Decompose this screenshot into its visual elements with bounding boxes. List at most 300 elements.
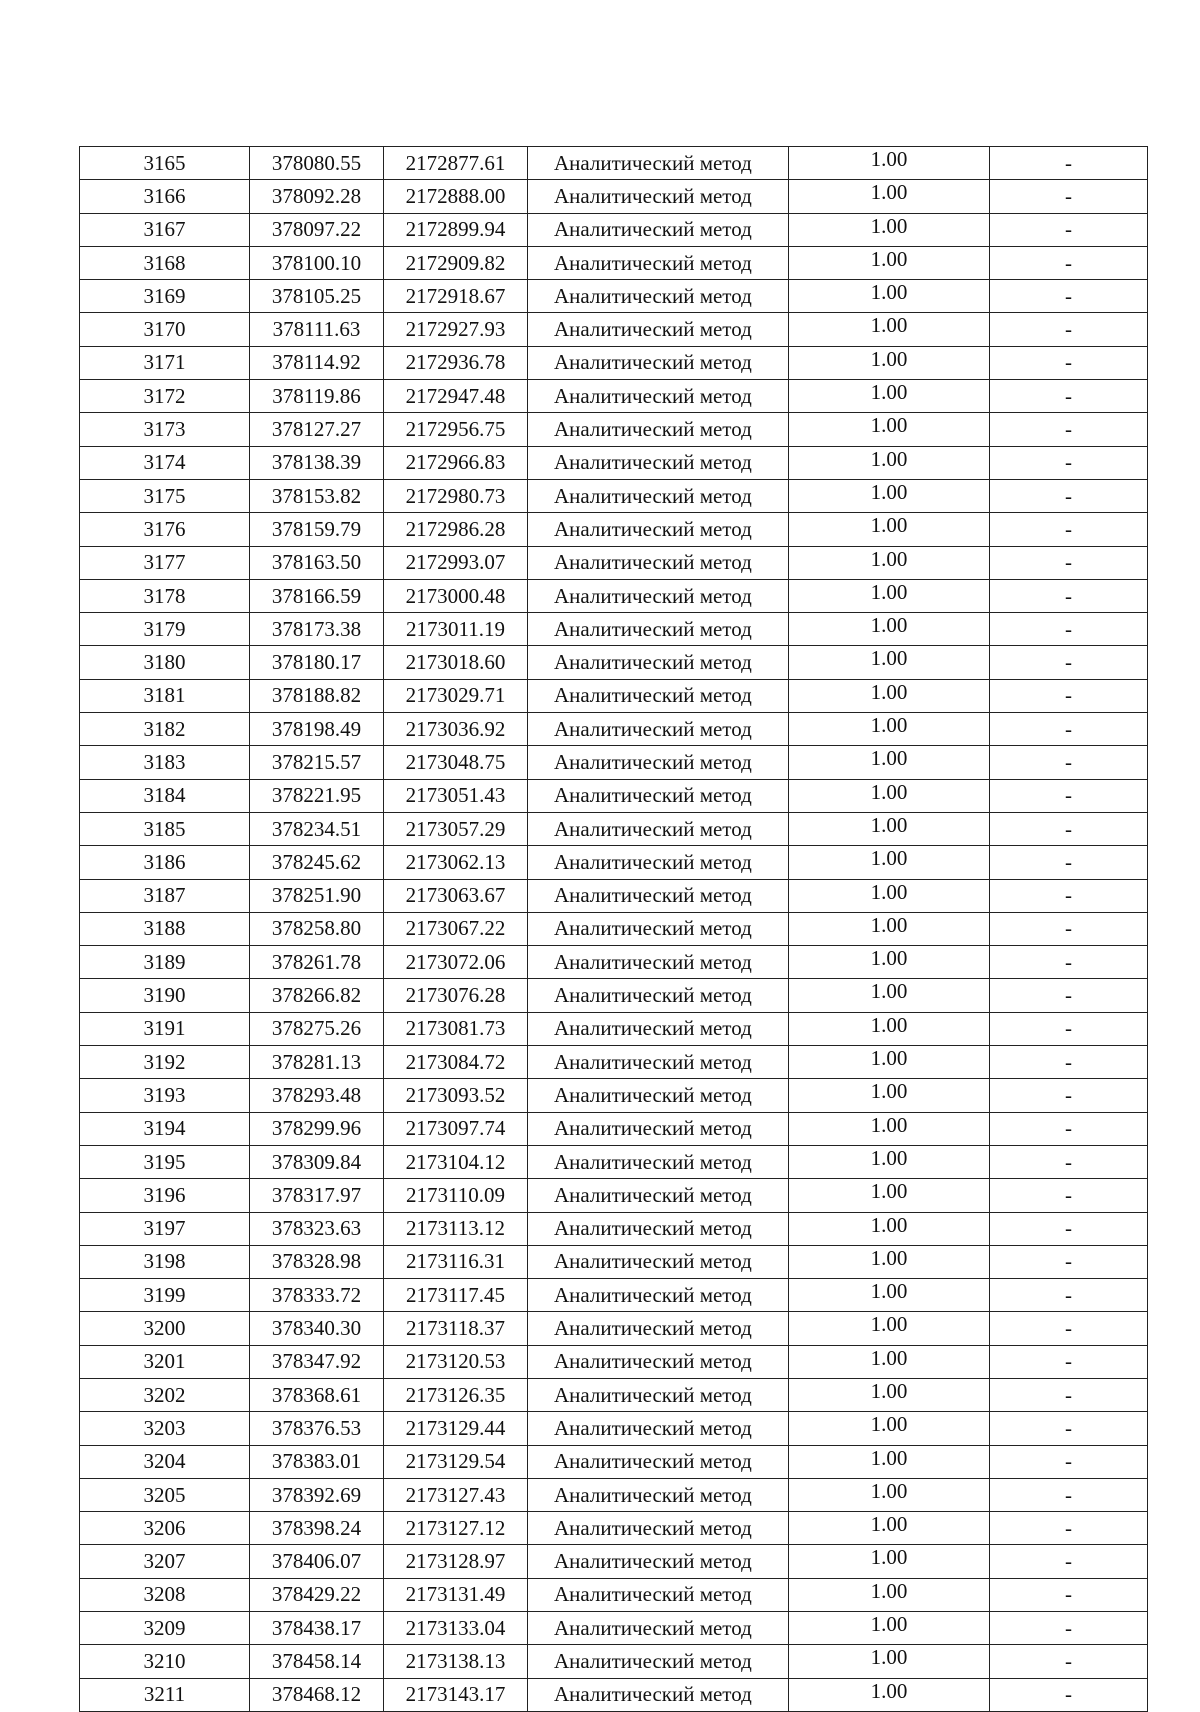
point-number-cell: 3174 <box>80 446 250 479</box>
table-row <box>80 979 1148 1012</box>
method-cell: Аналитический метод <box>528 1145 789 1178</box>
description-cell: - <box>990 1212 1148 1245</box>
y-coordinate-cell: 2173143.17 <box>384 1678 528 1711</box>
y-coordinate-cell: 2173104.12 <box>384 1145 528 1178</box>
x-coordinate-cell: 378347.92 <box>250 1345 384 1378</box>
point-number-cell: 3165 <box>80 147 250 180</box>
point-number-cell: 3200 <box>80 1312 250 1345</box>
y-coordinate-cell: 2173029.71 <box>384 679 528 712</box>
description-cell: - <box>990 912 1148 945</box>
y-coordinate-cell: 2173116.31 <box>384 1245 528 1278</box>
description-cell: - <box>990 846 1148 879</box>
accuracy-cell: 1.00 <box>789 313 990 346</box>
point-number-cell: 3205 <box>80 1478 250 1511</box>
table-row <box>80 1412 1148 1445</box>
description-cell: - <box>990 1179 1148 1212</box>
table-row <box>80 1678 1148 1711</box>
method-cell: Аналитический метод <box>528 1345 789 1378</box>
method-cell: Аналитический метод <box>528 1612 789 1645</box>
table-row <box>80 613 1148 646</box>
method-cell: Аналитический метод <box>528 579 789 612</box>
method-cell: Аналитический метод <box>528 446 789 479</box>
table-row <box>80 646 1148 679</box>
x-coordinate-cell: 378333.72 <box>250 1279 384 1312</box>
point-number-cell: 3177 <box>80 546 250 579</box>
method-cell: Аналитический метод <box>528 1412 789 1445</box>
table-row <box>80 1046 1148 1079</box>
description-cell: - <box>990 1412 1148 1445</box>
accuracy-cell: 1.00 <box>789 1145 990 1178</box>
x-coordinate-cell: 378215.57 <box>250 746 384 779</box>
description-cell: - <box>990 546 1148 579</box>
table-row <box>80 380 1148 413</box>
method-cell: Аналитический метод <box>528 147 789 180</box>
method-cell: Аналитический метод <box>528 513 789 546</box>
method-cell: Аналитический метод <box>528 946 789 979</box>
description-cell: - <box>990 1578 1148 1611</box>
point-number-cell: 3172 <box>80 380 250 413</box>
point-number-cell: 3209 <box>80 1612 250 1645</box>
y-coordinate-cell: 2172986.28 <box>384 513 528 546</box>
table-row <box>80 1445 1148 1478</box>
method-cell: Аналитический метод <box>528 1445 789 1478</box>
method-cell: Аналитический метод <box>528 213 789 246</box>
method-cell: Аналитический метод <box>528 846 789 879</box>
accuracy-cell: 1.00 <box>789 346 990 379</box>
method-cell: Аналитический метод <box>528 246 789 279</box>
description-cell: - <box>990 1612 1148 1645</box>
accuracy-cell: 1.00 <box>789 646 990 679</box>
point-number-cell: 3181 <box>80 679 250 712</box>
accuracy-cell: 1.00 <box>789 413 990 446</box>
method-cell: Аналитический метод <box>528 1545 789 1578</box>
accuracy-cell: 1.00 <box>789 1245 990 1278</box>
point-number-cell: 3186 <box>80 846 250 879</box>
accuracy-cell: 1.00 <box>789 1378 990 1411</box>
description-cell: - <box>990 646 1148 679</box>
x-coordinate-cell: 378221.95 <box>250 779 384 812</box>
description-cell: - <box>990 1645 1148 1678</box>
x-coordinate-cell: 378398.24 <box>250 1512 384 1545</box>
accuracy-cell: 1.00 <box>789 746 990 779</box>
y-coordinate-cell: 2172947.48 <box>384 380 528 413</box>
description-cell: - <box>990 1112 1148 1145</box>
y-coordinate-cell: 2172993.07 <box>384 546 528 579</box>
description-cell: - <box>990 812 1148 845</box>
y-coordinate-cell: 2173129.54 <box>384 1445 528 1478</box>
accuracy-cell: 1.00 <box>789 180 990 213</box>
y-coordinate-cell: 2172888.00 <box>384 180 528 213</box>
accuracy-cell: 1.00 <box>789 1112 990 1145</box>
y-coordinate-cell: 2172927.93 <box>384 313 528 346</box>
accuracy-cell: 1.00 <box>789 979 990 1012</box>
method-cell: Аналитический метод <box>528 280 789 313</box>
accuracy-cell: 1.00 <box>789 479 990 512</box>
point-number-cell: 3185 <box>80 812 250 845</box>
y-coordinate-cell: 2173117.45 <box>384 1279 528 1312</box>
table-body <box>80 147 1148 1712</box>
description-cell: - <box>990 213 1148 246</box>
x-coordinate-cell: 378468.12 <box>250 1678 384 1711</box>
x-coordinate-cell: 378100.10 <box>250 246 384 279</box>
x-coordinate-cell: 378309.84 <box>250 1145 384 1178</box>
table-row <box>80 313 1148 346</box>
description-cell: - <box>990 1545 1148 1578</box>
point-number-cell: 3187 <box>80 879 250 912</box>
description-cell: - <box>990 346 1148 379</box>
y-coordinate-cell: 2173048.75 <box>384 746 528 779</box>
x-coordinate-cell: 378166.59 <box>250 579 384 612</box>
y-coordinate-cell: 2173133.04 <box>384 1612 528 1645</box>
method-cell: Аналитический метод <box>528 1212 789 1245</box>
x-coordinate-cell: 378173.38 <box>250 613 384 646</box>
x-coordinate-cell: 378105.25 <box>250 280 384 313</box>
y-coordinate-cell: 2172980.73 <box>384 479 528 512</box>
method-cell: Аналитический метод <box>528 1179 789 1212</box>
point-number-cell: 3182 <box>80 713 250 746</box>
method-cell: Аналитический метод <box>528 1079 789 1112</box>
table-row <box>80 1345 1148 1378</box>
point-number-cell: 3166 <box>80 180 250 213</box>
accuracy-cell: 1.00 <box>789 846 990 879</box>
y-coordinate-cell: 2173076.28 <box>384 979 528 1012</box>
table-row <box>80 1012 1148 1045</box>
point-number-cell: 3196 <box>80 1179 250 1212</box>
method-cell: Аналитический метод <box>528 679 789 712</box>
accuracy-cell: 1.00 <box>789 679 990 712</box>
x-coordinate-cell: 378234.51 <box>250 812 384 845</box>
table-row <box>80 180 1148 213</box>
description-cell: - <box>990 280 1148 313</box>
accuracy-cell: 1.00 <box>789 147 990 180</box>
x-coordinate-cell: 378163.50 <box>250 546 384 579</box>
point-number-cell: 3173 <box>80 413 250 446</box>
x-coordinate-cell: 378261.78 <box>250 946 384 979</box>
table-row <box>80 1212 1148 1245</box>
description-cell: - <box>990 147 1148 180</box>
table-row <box>80 846 1148 879</box>
method-cell: Аналитический метод <box>528 646 789 679</box>
description-cell: - <box>990 746 1148 779</box>
accuracy-cell: 1.00 <box>789 912 990 945</box>
point-number-cell: 3178 <box>80 579 250 612</box>
description-cell: - <box>990 779 1148 812</box>
x-coordinate-cell: 378429.22 <box>250 1578 384 1611</box>
x-coordinate-cell: 378198.49 <box>250 713 384 746</box>
accuracy-cell: 1.00 <box>789 1578 990 1611</box>
description-cell: - <box>990 579 1148 612</box>
accuracy-cell: 1.00 <box>789 1445 990 1478</box>
table-row <box>80 1279 1148 1312</box>
x-coordinate-cell: 378138.39 <box>250 446 384 479</box>
y-coordinate-cell: 2173062.13 <box>384 846 528 879</box>
x-coordinate-cell: 378119.86 <box>250 380 384 413</box>
table-row <box>80 879 1148 912</box>
accuracy-cell: 1.00 <box>789 446 990 479</box>
y-coordinate-cell: 2173072.06 <box>384 946 528 979</box>
method-cell: Аналитический метод <box>528 812 789 845</box>
accuracy-cell: 1.00 <box>789 1545 990 1578</box>
method-cell: Аналитический метод <box>528 1046 789 1079</box>
x-coordinate-cell: 378317.97 <box>250 1179 384 1212</box>
x-coordinate-cell: 378458.14 <box>250 1645 384 1678</box>
description-cell: - <box>990 479 1148 512</box>
x-coordinate-cell: 378159.79 <box>250 513 384 546</box>
method-cell: Аналитический метод <box>528 979 789 1012</box>
table-row <box>80 413 1148 446</box>
y-coordinate-cell: 2173051.43 <box>384 779 528 812</box>
x-coordinate-cell: 378080.55 <box>250 147 384 180</box>
description-cell: - <box>990 1312 1148 1345</box>
description-cell: - <box>990 613 1148 646</box>
accuracy-cell: 1.00 <box>789 1079 990 1112</box>
accuracy-cell: 1.00 <box>789 1645 990 1678</box>
method-cell: Аналитический метод <box>528 1678 789 1711</box>
method-cell: Аналитический метод <box>528 613 789 646</box>
table-row <box>80 1112 1148 1145</box>
y-coordinate-cell: 2173057.29 <box>384 812 528 845</box>
x-coordinate-cell: 378245.62 <box>250 846 384 879</box>
coordinates-table <box>79 146 1148 1712</box>
point-number-cell: 3197 <box>80 1212 250 1245</box>
table-row <box>80 246 1148 279</box>
point-number-cell: 3192 <box>80 1046 250 1079</box>
x-coordinate-cell: 378275.26 <box>250 1012 384 1045</box>
point-number-cell: 3170 <box>80 313 250 346</box>
point-number-cell: 3171 <box>80 346 250 379</box>
accuracy-cell: 1.00 <box>789 879 990 912</box>
point-number-cell: 3203 <box>80 1412 250 1445</box>
method-cell: Аналитический метод <box>528 1645 789 1678</box>
accuracy-cell: 1.00 <box>789 513 990 546</box>
y-coordinate-cell: 2172936.78 <box>384 346 528 379</box>
accuracy-cell: 1.00 <box>789 812 990 845</box>
y-coordinate-cell: 2172956.75 <box>384 413 528 446</box>
point-number-cell: 3188 <box>80 912 250 945</box>
point-number-cell: 3199 <box>80 1279 250 1312</box>
table-row <box>80 147 1148 180</box>
method-cell: Аналитический метод <box>528 380 789 413</box>
table-row <box>80 213 1148 246</box>
y-coordinate-cell: 2173000.48 <box>384 579 528 612</box>
x-coordinate-cell: 378111.63 <box>250 313 384 346</box>
method-cell: Аналитический метод <box>528 879 789 912</box>
x-coordinate-cell: 378266.82 <box>250 979 384 1012</box>
y-coordinate-cell: 2173093.52 <box>384 1079 528 1112</box>
accuracy-cell: 1.00 <box>789 713 990 746</box>
accuracy-cell: 1.00 <box>789 1012 990 1045</box>
point-number-cell: 3189 <box>80 946 250 979</box>
method-cell: Аналитический метод <box>528 413 789 446</box>
point-number-cell: 3208 <box>80 1578 250 1611</box>
table-row <box>80 1612 1148 1645</box>
point-number-cell: 3191 <box>80 1012 250 1045</box>
table-row <box>80 812 1148 845</box>
accuracy-cell: 1.00 <box>789 779 990 812</box>
y-coordinate-cell: 2173126.35 <box>384 1378 528 1411</box>
point-number-cell: 3207 <box>80 1545 250 1578</box>
x-coordinate-cell: 378281.13 <box>250 1046 384 1079</box>
point-number-cell: 3198 <box>80 1245 250 1278</box>
point-number-cell: 3195 <box>80 1145 250 1178</box>
method-cell: Аналитический метод <box>528 1245 789 1278</box>
point-number-cell: 3201 <box>80 1345 250 1378</box>
description-cell: - <box>990 180 1148 213</box>
table-row <box>80 546 1148 579</box>
method-cell: Аналитический метод <box>528 1112 789 1145</box>
description-cell: - <box>990 713 1148 746</box>
point-number-cell: 3211 <box>80 1678 250 1711</box>
x-coordinate-cell: 378406.07 <box>250 1545 384 1578</box>
description-cell: - <box>990 1345 1148 1378</box>
point-number-cell: 3183 <box>80 746 250 779</box>
y-coordinate-cell: 2173128.97 <box>384 1545 528 1578</box>
y-coordinate-cell: 2173018.60 <box>384 646 528 679</box>
table-row <box>80 513 1148 546</box>
table-row <box>80 746 1148 779</box>
table-row <box>80 946 1148 979</box>
y-coordinate-cell: 2172899.94 <box>384 213 528 246</box>
point-number-cell: 3202 <box>80 1378 250 1411</box>
description-cell: - <box>990 1012 1148 1045</box>
y-coordinate-cell: 2173011.19 <box>384 613 528 646</box>
table-row <box>80 446 1148 479</box>
description-cell: - <box>990 946 1148 979</box>
y-coordinate-cell: 2173131.49 <box>384 1578 528 1611</box>
y-coordinate-cell: 2173081.73 <box>384 1012 528 1045</box>
table-row <box>80 1478 1148 1511</box>
table-row <box>80 1545 1148 1578</box>
description-cell: - <box>990 246 1148 279</box>
x-coordinate-cell: 378376.53 <box>250 1412 384 1445</box>
accuracy-cell: 1.00 <box>789 1212 990 1245</box>
point-number-cell: 3184 <box>80 779 250 812</box>
description-cell: - <box>990 1445 1148 1478</box>
y-coordinate-cell: 2173084.72 <box>384 1046 528 1079</box>
description-cell: - <box>990 1046 1148 1079</box>
point-number-cell: 3175 <box>80 479 250 512</box>
description-cell: - <box>990 1478 1148 1511</box>
y-coordinate-cell: 2173110.09 <box>384 1179 528 1212</box>
y-coordinate-cell: 2172909.82 <box>384 246 528 279</box>
y-coordinate-cell: 2173118.37 <box>384 1312 528 1345</box>
accuracy-cell: 1.00 <box>789 1612 990 1645</box>
method-cell: Аналитический метод <box>528 180 789 213</box>
accuracy-cell: 1.00 <box>789 1279 990 1312</box>
table-row <box>80 579 1148 612</box>
accuracy-cell: 1.00 <box>789 1478 990 1511</box>
table-row <box>80 346 1148 379</box>
point-number-cell: 3193 <box>80 1079 250 1112</box>
x-coordinate-cell: 378323.63 <box>250 1212 384 1245</box>
accuracy-cell: 1.00 <box>789 613 990 646</box>
method-cell: Аналитический метод <box>528 1578 789 1611</box>
accuracy-cell: 1.00 <box>789 246 990 279</box>
description-cell: - <box>990 380 1148 413</box>
x-coordinate-cell: 378180.17 <box>250 646 384 679</box>
x-coordinate-cell: 378188.82 <box>250 679 384 712</box>
method-cell: Аналитический метод <box>528 1312 789 1345</box>
point-number-cell: 3206 <box>80 1512 250 1545</box>
y-coordinate-cell: 2173113.12 <box>384 1212 528 1245</box>
y-coordinate-cell: 2173120.53 <box>384 1345 528 1378</box>
accuracy-cell: 1.00 <box>789 1179 990 1212</box>
accuracy-cell: 1.00 <box>789 380 990 413</box>
point-number-cell: 3168 <box>80 246 250 279</box>
table-row <box>80 1312 1148 1345</box>
accuracy-cell: 1.00 <box>789 1312 990 1345</box>
method-cell: Аналитический метод <box>528 346 789 379</box>
accuracy-cell: 1.00 <box>789 1345 990 1378</box>
x-coordinate-cell: 378114.92 <box>250 346 384 379</box>
accuracy-cell: 1.00 <box>789 1678 990 1711</box>
x-coordinate-cell: 378392.69 <box>250 1478 384 1511</box>
table-row <box>80 1245 1148 1278</box>
accuracy-cell: 1.00 <box>789 1512 990 1545</box>
accuracy-cell: 1.00 <box>789 213 990 246</box>
point-number-cell: 3169 <box>80 280 250 313</box>
x-coordinate-cell: 378092.28 <box>250 180 384 213</box>
point-number-cell: 3179 <box>80 613 250 646</box>
x-coordinate-cell: 378258.80 <box>250 912 384 945</box>
accuracy-cell: 1.00 <box>789 546 990 579</box>
point-number-cell: 3180 <box>80 646 250 679</box>
table-row <box>80 1378 1148 1411</box>
table-row <box>80 679 1148 712</box>
accuracy-cell: 1.00 <box>789 946 990 979</box>
description-cell: - <box>990 1079 1148 1112</box>
y-coordinate-cell: 2172918.67 <box>384 280 528 313</box>
y-coordinate-cell: 2173067.22 <box>384 912 528 945</box>
point-number-cell: 3167 <box>80 213 250 246</box>
table-row <box>80 1179 1148 1212</box>
point-number-cell: 3194 <box>80 1112 250 1145</box>
x-coordinate-cell: 378438.17 <box>250 1612 384 1645</box>
y-coordinate-cell: 2173129.44 <box>384 1412 528 1445</box>
table-row <box>80 1512 1148 1545</box>
y-coordinate-cell: 2173127.43 <box>384 1478 528 1511</box>
description-cell: - <box>990 979 1148 1012</box>
y-coordinate-cell: 2173138.13 <box>384 1645 528 1678</box>
method-cell: Аналитический метод <box>528 713 789 746</box>
description-cell: - <box>990 1279 1148 1312</box>
table-row <box>80 713 1148 746</box>
accuracy-cell: 1.00 <box>789 1046 990 1079</box>
accuracy-cell: 1.00 <box>789 579 990 612</box>
point-number-cell: 3190 <box>80 979 250 1012</box>
table-row <box>80 280 1148 313</box>
y-coordinate-cell: 2172966.83 <box>384 446 528 479</box>
x-coordinate-cell: 378328.98 <box>250 1245 384 1278</box>
table-row <box>80 1079 1148 1112</box>
method-cell: Аналитический метод <box>528 313 789 346</box>
method-cell: Аналитический метод <box>528 746 789 779</box>
description-cell: - <box>990 513 1148 546</box>
method-cell: Аналитический метод <box>528 1378 789 1411</box>
method-cell: Аналитический метод <box>528 1478 789 1511</box>
description-cell: - <box>990 879 1148 912</box>
method-cell: Аналитический метод <box>528 1279 789 1312</box>
x-coordinate-cell: 378340.30 <box>250 1312 384 1345</box>
y-coordinate-cell: 2172877.61 <box>384 147 528 180</box>
accuracy-cell: 1.00 <box>789 280 990 313</box>
accuracy-cell: 1.00 <box>789 1412 990 1445</box>
table-row <box>80 912 1148 945</box>
description-cell: - <box>990 1145 1148 1178</box>
description-cell: - <box>990 446 1148 479</box>
point-number-cell: 3210 <box>80 1645 250 1678</box>
y-coordinate-cell: 2173127.12 <box>384 1512 528 1545</box>
